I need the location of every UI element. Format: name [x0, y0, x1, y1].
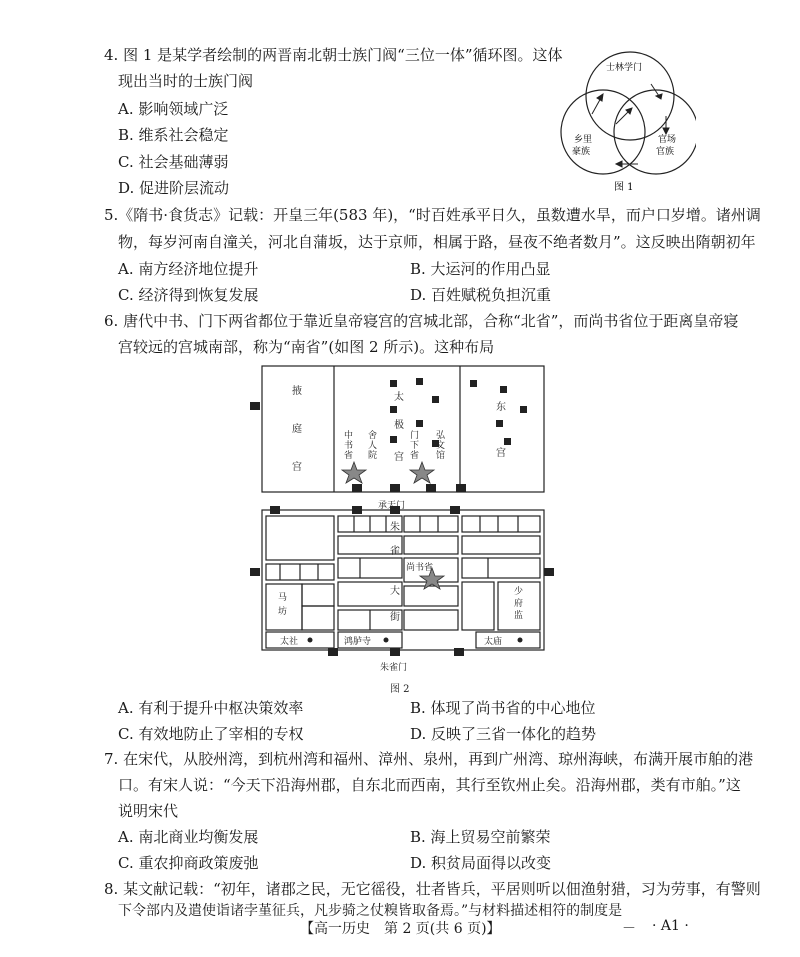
q7-option-b: B. 海上贸易空前繁荣 [410, 828, 551, 846]
label-hongwen-2: 文 [436, 441, 446, 451]
q4-option-c: C. 社会基础薄弱 [118, 153, 229, 171]
footer-dash: － [622, 921, 636, 937]
q5-option-c: C. 经济得到恢复发展 [118, 286, 259, 304]
q5-line1: 5.《隋书·食货志》记载：开皇三年(583 年)，“时百姓承平日久，虽数遭水旱，而户口岁增。诸州调 [104, 206, 761, 224]
venn-label-right-1: 官场 [658, 135, 677, 145]
gate-south-1 [328, 648, 338, 656]
label-taiji-3: 宫 [394, 452, 404, 463]
q4-stem-line1: 4. 图 1 是某学者绘制的两晋南北朝士族门阀“三位一体”循环图。这体 [104, 46, 563, 64]
label-zhuque-4: 街 [390, 612, 400, 623]
building-11 [496, 420, 503, 427]
dot-taimiao [518, 638, 523, 643]
gate-palace-s3 [426, 484, 436, 492]
q8-line2: 下令部内及遣使诣诸孛堇征兵，凡步骑之仗糗皆取备焉。”与材料描述相符的制度是 [118, 903, 623, 919]
q6-option-b: B. 体现了尚书省的中心地位 [410, 699, 596, 717]
block-w3 [302, 584, 334, 606]
label-honglu: 鸿胪寺 [344, 637, 372, 647]
q5-option-b: B. 大运河的作用凸显 [410, 260, 551, 278]
q6-option-a: A. 有利于提升中枢决策效率 [118, 699, 304, 717]
figure1-caption: 图 1 [614, 182, 634, 193]
q4-figure-venn-diagram [556, 44, 696, 194]
q7-option-d: D. 积贫局面得以改变 [410, 854, 552, 872]
gate-imperial-nw [270, 506, 280, 514]
arrow-head-4 [597, 94, 603, 101]
venn-label-right-2: 官族 [656, 147, 675, 157]
label-shangshu: 尚书省 [406, 563, 434, 573]
gate-south-3 [454, 648, 464, 656]
label-zhuquemen: 朱雀门 [380, 663, 408, 673]
building-12 [504, 438, 511, 445]
block-e4 [462, 582, 494, 630]
label-zhuque-2: 雀 [390, 546, 400, 557]
label-hongwen-1: 弘 [436, 431, 446, 441]
figure2-caption: 图 2 [390, 684, 410, 695]
q5-option-d: D. 百姓赋税负担沉重 [410, 286, 552, 304]
label-sheren-3: 院 [368, 451, 378, 461]
label-yeting-2: 庭 [292, 424, 302, 435]
q6-line1: 6. 唐代中书、门下两省都位于靠近皇帝寝宫的宫城北部，合称“北省”，而尚书省位于距离皇帝寝 [104, 312, 739, 330]
arrow-head-3 [616, 161, 622, 167]
building-10 [520, 406, 527, 413]
q5-line2: 物，每岁河南自潼关，河北自蒲坂，达于京师，相属于路，昼夜不绝者数月”。这反映出隋朝初年 [118, 233, 756, 251]
gate-east-imperial [544, 568, 554, 576]
q4-option-a: A. 影响领域广泛 [118, 100, 229, 118]
label-menxia-2: 下 [410, 441, 420, 451]
label-mafang-1: 马 [278, 593, 288, 603]
label-taiji-2: 极 [394, 420, 404, 431]
label-zhuque-1: 朱 [390, 522, 400, 533]
block-cr2 [404, 536, 458, 554]
star-zhongshu [342, 462, 366, 483]
block-cl3 [338, 558, 402, 578]
page-footer: 【高一历史 第 2 页(共 6 页)】 [300, 921, 501, 937]
gate-palace-s1 [352, 484, 362, 492]
q6-option-d: D. 反映了三省一体化的趋势 [410, 725, 597, 743]
building-1 [390, 380, 397, 387]
label-zhongshu-3: 省 [344, 451, 354, 461]
building-3 [432, 396, 439, 403]
building-8 [470, 380, 477, 387]
q6-line2: 宫较远的宫城南部，称为“南省”(如图 2 所示)。这种布局 [118, 338, 495, 356]
label-taiji-1: 太 [394, 392, 404, 403]
label-zhongshu-2: 书 [344, 441, 354, 451]
q6-figure-palace-map [240, 358, 560, 698]
building-6 [390, 436, 397, 443]
q5-option-a: A. 南方经济地位提升 [118, 260, 259, 278]
gate-imperial-n3 [450, 506, 460, 514]
label-donggong-1: 东 [496, 402, 506, 413]
gate-palace-s4 [456, 484, 466, 492]
star-menxia [410, 462, 434, 483]
label-chengtianmen: 承天门 [378, 501, 406, 511]
gate-imperial-n1 [352, 506, 362, 514]
label-sheren-2: 人 [368, 441, 378, 451]
gate-south-2 [390, 648, 400, 656]
arrow-head-2 [663, 128, 669, 134]
label-zhuque-3: 大 [390, 586, 400, 597]
q4-option-d: D. 促进阶层流动 [118, 179, 230, 197]
block-e3 [462, 558, 540, 578]
building-4 [390, 406, 397, 413]
q4-option-b: B. 维系社会稳定 [118, 126, 229, 144]
venn-label-left-2: 豪族 [572, 147, 591, 157]
gate-west-palace [250, 402, 260, 410]
q8-line1: 8. 某文献记载：“初年，诸郡之民，无它徭役，壮者皆兵，平居则听以佃渔射猎，习为劳事，有警则 [104, 880, 761, 898]
q7-option-a: A. 南北商业均衡发展 [118, 828, 259, 846]
label-taimiao: 太庙 [484, 637, 503, 647]
block-e2 [462, 536, 540, 554]
q6-option-c: C. 有效地防止了宰相的专权 [118, 725, 304, 743]
q7-line1: 7. 在宋代，从胶州湾，到杭州湾和福州、漳州、泉州，再到广州湾、琼州海峡，布满开展市舶的港 [104, 750, 754, 768]
block-cr1 [404, 516, 458, 532]
label-shaofu-2: 府 [514, 599, 524, 609]
label-taishe: 太社 [280, 637, 299, 647]
label-yeting-3: 宫 [292, 462, 302, 473]
label-shaofu-1: 少 [514, 587, 524, 597]
building-5 [416, 420, 423, 427]
label-zhongshu-1: 中 [344, 431, 354, 441]
venn-label-left-1: 乡里 [574, 135, 593, 145]
gate-west-imperial [250, 568, 260, 576]
q7-line2: 口。有宋人说：“今天下沿海州郡，自东北而西南，其行至钦州止矣。沿海州郡，类有市舶。”这 [118, 776, 741, 794]
label-sheren-1: 舍 [368, 431, 378, 441]
label-donggong-2: 宫 [496, 448, 506, 459]
venn-label-top: 士林学门 [606, 63, 643, 73]
q7-line3: 说明宋代 [118, 802, 179, 820]
building-2 [416, 378, 423, 385]
venn-circle-left [561, 90, 645, 174]
label-mafang-2: 坊 [278, 607, 288, 617]
block-cr3 [404, 586, 458, 606]
label-menxia-1: 门 [410, 431, 420, 441]
block-cr4 [404, 610, 458, 630]
block-e1 [462, 516, 540, 532]
gate-palace-s2 [390, 484, 400, 492]
label-hongwen-3: 馆 [436, 451, 446, 461]
q4-stem-line2: 现出当时的士族门阀 [118, 72, 254, 90]
footer-paper-code: · A1 · [652, 918, 689, 934]
block-taishe [266, 632, 334, 648]
label-yeting-1: 掖 [292, 386, 302, 397]
dot-taishe [308, 638, 313, 643]
label-menxia-3: 省 [410, 451, 420, 461]
q7-option-c: C. 重农抑商政策废弛 [118, 854, 259, 872]
block-w4 [302, 606, 334, 630]
building-9 [500, 386, 507, 393]
label-shaofu-3: 监 [514, 611, 524, 621]
block-w1 [266, 516, 334, 560]
dot-honglu [384, 638, 389, 643]
arrow-head-1 [656, 94, 662, 99]
